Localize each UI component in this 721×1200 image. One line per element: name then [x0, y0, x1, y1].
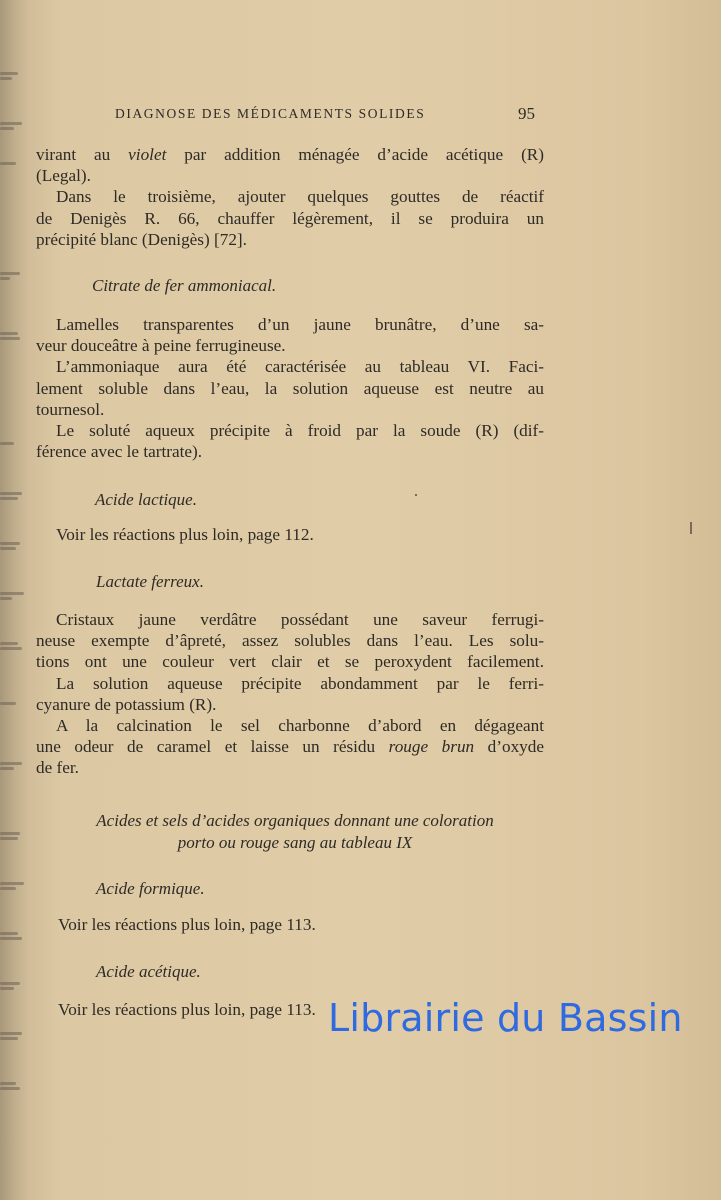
text-line — [36, 736, 544, 757]
text-run: d’oxyde — [474, 737, 545, 757]
text-line: Lamelles transparentes d’un jaune brunâtre, d’une sa- — [56, 315, 544, 334]
paragraph-legal — [36, 144, 544, 250]
text-line: Cristaux jaune verdâtre possédant une saveur ferrugi- — [56, 610, 544, 629]
paragraph-formic-acid — [58, 914, 538, 935]
paper-speck — [690, 522, 692, 534]
text-line: Voir les réactions plus loin, page 113. — [58, 915, 316, 934]
bleed-mark — [0, 830, 26, 842]
bleed-mark — [0, 590, 26, 602]
heading-lactate: Lactate ferreux. — [96, 572, 204, 591]
bleed-mark — [0, 700, 26, 712]
bleed-mark — [0, 540, 26, 552]
running-head: DIAGNOSE DES MÉDICAMENTS SOLIDES — [115, 106, 426, 121]
text-line: neuse exempte d’âpreté, assez solubles dans l’eau. Les solu- — [36, 631, 544, 651]
text-line: La solution aqueuse précipite abondamment par le ferri- — [56, 673, 544, 693]
text-line: tournesol. — [36, 399, 105, 419]
text-line: tions ont une couleur vert clair et se peroxydent facilement. — [36, 652, 544, 672]
bleed-mark — [0, 490, 26, 502]
bleed-mark — [0, 1080, 26, 1092]
text-line: Voir les réactions plus loin, page 113. — [58, 1000, 316, 1019]
bleed-mark — [0, 440, 26, 452]
text-line: veur douceâtre à peine ferrugineuse. — [36, 336, 286, 356]
text-line: lement soluble dans l’eau, la solution aqueuse est neutre au — [36, 378, 544, 398]
text-line: de Denigès R. 66, chauffer légèrement, il se produira un — [36, 208, 544, 228]
bleed-mark — [0, 880, 26, 892]
bleed-mark — [0, 760, 26, 772]
bleed-mark — [0, 1030, 26, 1042]
paper-speck — [415, 494, 417, 496]
bleed-mark — [0, 270, 26, 282]
heading-lactic-acid: Acide lactique. — [95, 490, 197, 509]
text-line: Dans le troisième, ajouter quelques gouttes de réactif — [56, 187, 544, 207]
text-line — [36, 144, 544, 165]
text-line: L’ammoniaque aura été caractérisée au tableau VI. Faci- — [56, 357, 544, 377]
bleed-mark — [0, 70, 26, 82]
bleed-mark — [0, 330, 26, 342]
watermark: Librairie du Bassin — [328, 996, 683, 1040]
text-line: de fer. — [36, 758, 79, 778]
italic-term: rouge brun — [388, 737, 475, 757]
text-run: virant au — [36, 145, 129, 164]
heading-citrate: Citrate de fer ammoniacal. — [92, 276, 277, 295]
text-line: (Legal). — [36, 166, 91, 186]
bleed-mark — [0, 930, 26, 942]
page-number: 95 — [518, 104, 535, 123]
heading-formic-acid: Acide formique. — [96, 879, 205, 898]
bleed-mark — [0, 120, 26, 132]
text-run: une odeur de caramel et laisse un résidu — [36, 737, 389, 757]
paragraph-citrate — [36, 314, 544, 462]
heading-acetic-acid: Acide acétique. — [96, 962, 201, 981]
text-line: cyanure de potassium (R). — [36, 694, 217, 714]
text-line: A la calcination le sel charbonne d’abord en dégageant — [56, 716, 544, 736]
section-title — [50, 810, 540, 854]
paragraph-lactate — [36, 609, 544, 779]
text-line: férence avec le tartrate). — [36, 442, 203, 462]
bleed-mark — [0, 640, 26, 652]
italic-term: violet — [128, 145, 167, 164]
paragraph-lactic-acid — [56, 524, 536, 545]
text-line: Voir les réactions plus loin, page 112. — [56, 525, 314, 544]
bleed-mark — [0, 980, 26, 992]
text-line: précipité blanc (Denigès) [72]. — [36, 229, 247, 249]
section-title-line: porto ou rouge sang au tableau IX — [177, 833, 413, 852]
text-line: Le soluté aqueux précipite à froid par la soude (R) (dif- — [56, 421, 544, 441]
section-title-line: Acides et sels d’acides organiques donnant une coloration — [96, 811, 494, 830]
bleed-mark — [0, 160, 26, 172]
text-run: par addition ménagée d’acide acétique (R) — [166, 145, 544, 164]
